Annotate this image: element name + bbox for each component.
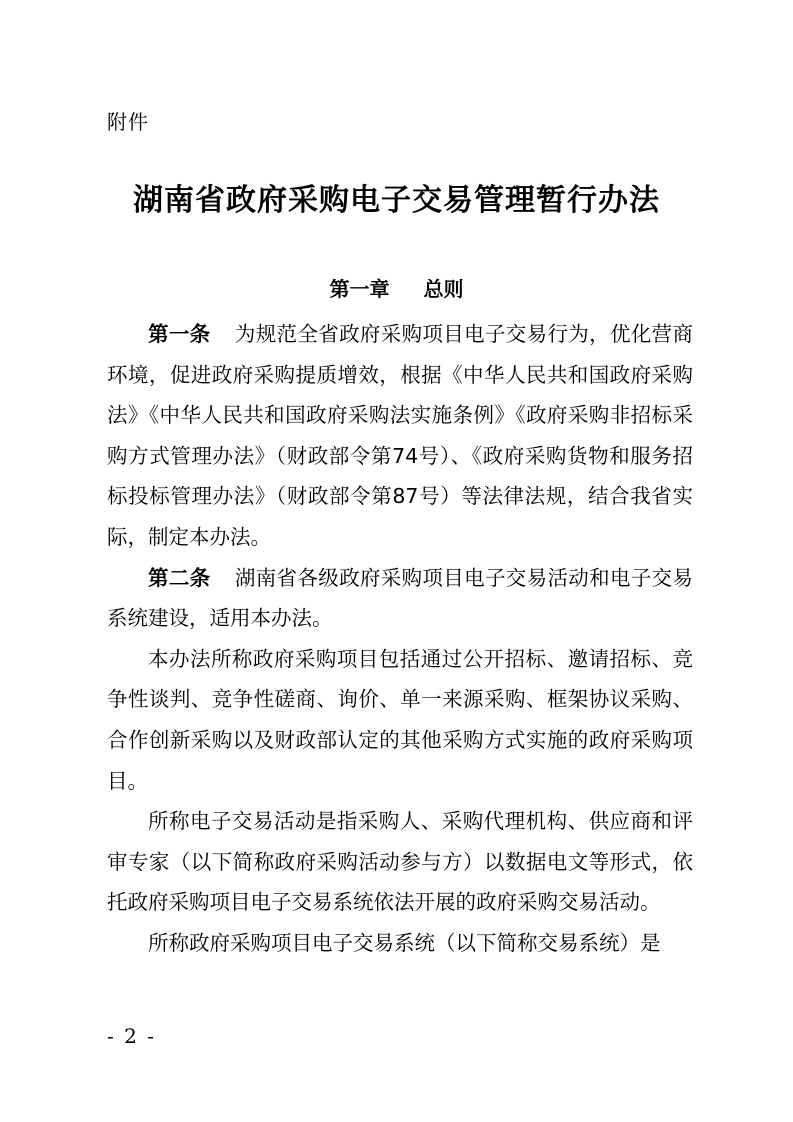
attachment-label: 附件 <box>107 110 149 134</box>
paragraph-procurement-scope: 本办法所称政府采购项目包括通过公开招标、邀请招标、竞争性谈判、竞争性磋商、询价、单一来源采购、框架协议采购、合作创新采购以及财政部认定的其他采购方式实施的政府采购项目。 <box>107 646 693 793</box>
article-1-text: 为规范全省政府采购项目电子交易行为，优化营商环境，促进政府采购提质增效，根据《中华人民共和国政府采购法》《中华人民共和国政府采购法实施条例》《政府采购非招标采购方式管理办法》（财政部令第74号）、《政府采购货物和服务招标投标管理办法》（财政部令第87号）等法律法规，结合我省实际，制定本办法。 <box>107 322 694 549</box>
chapter-name: 总则 <box>423 277 464 301</box>
paragraph-electronic-activity: 所称电子交易活动是指采购人、采购代理机构、供应商和评审专家（以下简称政府采购活动参与方）以数据电文等形式，依托政府采购项目电子交易系统依法开展的政府采购交易活动。 <box>107 809 693 915</box>
document-title: 湖南省政府采购电子交易管理暂行办法 <box>133 183 660 218</box>
article-2-text: 湖南省各级政府采购项目电子交易活动和电子交易系统建设，适用本办法。 <box>107 565 694 631</box>
article-2 <box>107 558 693 639</box>
chapter-number: 第一章 <box>329 277 390 301</box>
article-2-heading: 第二条 <box>148 565 211 590</box>
chapter-heading <box>0 273 793 302</box>
paragraph-trading-system: 所称政府采购项目电子交易系统（以下简称交易系统）是 <box>148 930 661 955</box>
page-number: - 2 - <box>107 1024 156 1048</box>
article-1 <box>107 314 693 558</box>
article-1-heading: 第一条 <box>148 322 211 346</box>
document-body <box>107 314 693 964</box>
